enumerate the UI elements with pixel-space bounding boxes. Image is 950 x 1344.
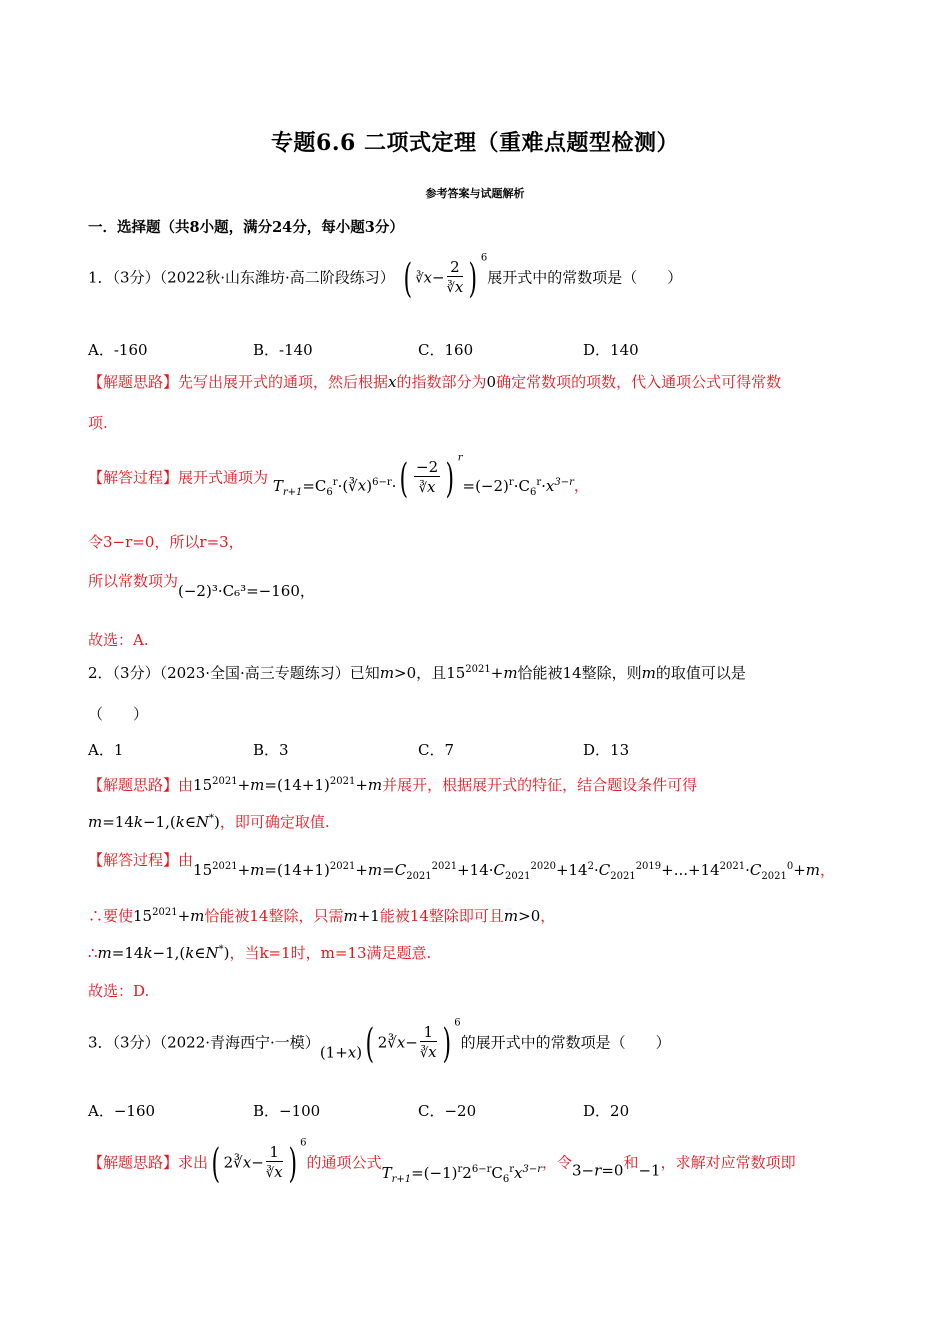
q1-hint-cont: 项.	[88, 414, 108, 432]
q3-option-c: C．−20	[418, 1102, 477, 1120]
q3-option-a: A．−160	[88, 1102, 156, 1120]
q1-option-a: A．-160	[88, 341, 148, 359]
q2-option-a: A．1	[88, 741, 124, 759]
q1-option-d: D．140	[583, 341, 639, 359]
q1-step-1: 令3−r=0，所以r=3，	[88, 533, 244, 551]
q2-paren: （ ）	[88, 705, 149, 723]
q2-answer: 故选：D.	[88, 982, 150, 1000]
q2-option-b: B．3	[253, 741, 289, 759]
q1-answer: 故选：A.	[88, 631, 149, 649]
q3-hint: 【解题思路】求出( 2∛x− $\frac{1}{∛x}$ ) $^6$的通项公式$T_{r+1}=(-1)^r2^{6-r}C_6^rx^{3-r}$，令3−r=0和−1，求解对应常数项即	[88, 1137, 796, 1187]
q1-process: 【解答过程】展开式通项为 $T_{r+1}=C_6^r\cdot(∛x)^{6-r}\cdot$( $\frac{-2}{∛x}$ ) $^r=(-2)^r\cdot C_6^r\cdot x^{3-r}$，	[88, 452, 589, 502]
q2-process: 【解答过程】由$15^{2021}+m=(14+1)^{2021}+m=C_{2021}^{2021}+14\cdot C_{2021}^{2020}+14^2\cdot C_{2021}^{2019}+...+14^{2021}\cdot C_{2021}^0+m$，	[88, 851, 836, 882]
q1-option-c: C．160	[418, 341, 474, 359]
q1-step-2: 所以常数项为(−2)³·C₆³=−160，	[88, 572, 315, 600]
page-subtitle: 参考答案与试题解析	[425, 187, 525, 200]
q3-option-b: B．−100	[253, 1102, 321, 1120]
q2-step-1: ∴要使$15^{2021}+m$恰能被14整除，只需m+1能被14整除即可且m>0，	[88, 907, 556, 925]
question-3: 3．（3分）（2022·青海西宁·一模）(1+x)( 2∛x− $\frac{1}{∛x}$ ) $^6$的展开式中的常数项是（ ）	[88, 1017, 671, 1067]
question-2: 2．（3分）（2023·全国·高三专题练习）已知m>0，且$15^{2021}+m$恰能被14整除，则m的取值可以是	[88, 664, 746, 682]
page-title: 专题6.6 二项式定理（重难点题型检测）	[271, 130, 679, 156]
q2-hint: 【解题思路】由$15^{2021}+m=(14+1)^{2021}+m$并展开，根据展开式的特征，结合题设条件可得	[88, 776, 698, 794]
q2-step-2: ∴m=14k−1,(k∈N*)，当k=1时，m=13满足题意.	[88, 944, 432, 962]
q2-option-c: C．7	[418, 741, 455, 759]
q1-option-b: B．-140	[253, 341, 313, 359]
q3-option-d: D．20	[583, 1102, 630, 1120]
q2-hint-cont: m=14k−1,(k∈N*)，即可确定取值.	[88, 813, 330, 831]
q2-option-d: D．13	[583, 741, 630, 759]
question-1: 1．（3分）（2022秋·山东潍坊·高二阶段练习） ( ∛x− $\frac{2}{∛x}$ ) $^6$展开式中的常数项是（ ）	[88, 252, 683, 302]
q1-hint: 【解题思路】先写出展开式的通项，然后根据x的指数部分为0确定常数项的项数，代入通项公式可得常数	[88, 373, 782, 391]
section-heading: 一．选择题（共8小题，满分24分，每小题3分）	[88, 219, 404, 236]
